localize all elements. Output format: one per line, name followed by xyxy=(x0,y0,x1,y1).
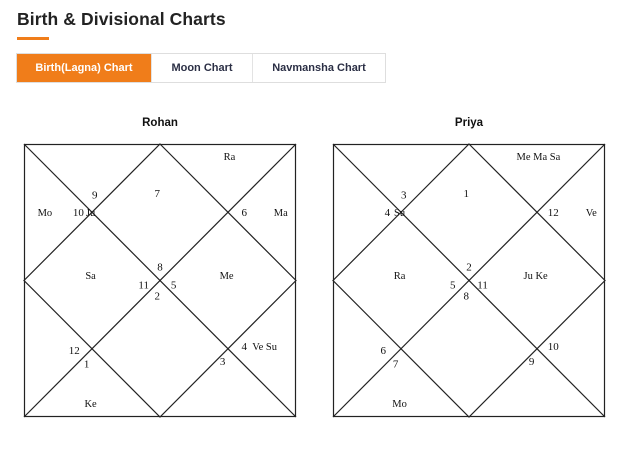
chart-lines xyxy=(24,144,296,417)
house-3-sign-number: 6 xyxy=(241,207,248,220)
house-4-sign-number: 11 xyxy=(477,279,488,292)
tab-birth-lagna-chart[interactable]: Birth(Lagna) Chart xyxy=(17,54,152,82)
tab-moon-chart[interactable]: Moon Chart xyxy=(152,54,253,82)
house-6-sign-number: 3 xyxy=(219,355,226,368)
house-3-planets: Ma xyxy=(273,208,288,220)
house-7-sign-number: 8 xyxy=(463,290,470,303)
tab-navmansha-chart[interactable]: Navmansha Chart xyxy=(253,54,385,82)
house-10-sign-number: 5 xyxy=(449,279,456,292)
house-2-planets: Me Ma Sa xyxy=(516,152,561,164)
house-2-planets: Ra xyxy=(223,152,236,164)
house-5-planets: Ve Su xyxy=(252,341,277,353)
page-title: Birth & Divisional Charts xyxy=(17,9,226,29)
house-5-sign-number: 4 xyxy=(241,340,248,353)
house-12-sign-number: 9 xyxy=(91,189,98,202)
house-9-sign-number: 6 xyxy=(380,345,387,358)
house-1-sign-number: 8 xyxy=(157,261,163,274)
house-8-planets: Ke xyxy=(84,399,97,411)
house-2-sign-number: 7 xyxy=(154,188,161,201)
house-6-sign-number: 9 xyxy=(528,355,535,368)
chart-tabs xyxy=(16,53,386,83)
chart-name-priya: Priya xyxy=(454,117,484,129)
house-11-sign-number: 4 xyxy=(384,207,391,220)
house-4-sign-number: 5 xyxy=(170,279,177,292)
house-2-sign-number: 1 xyxy=(463,188,470,201)
house-8-planets: Mo xyxy=(392,399,407,411)
house-8-sign-number: 7 xyxy=(392,358,399,371)
house-7-sign-number: 2 xyxy=(154,290,161,303)
house-9-sign-number: 12 xyxy=(68,345,80,358)
house-4-planets: Me xyxy=(219,270,234,282)
house-12-planets: Su xyxy=(394,208,406,220)
house-12-sign-number: 3 xyxy=(400,189,407,202)
house-8-sign-number: 1 xyxy=(83,358,90,371)
house-10-sign-number: 11 xyxy=(138,279,149,292)
house-11-sign-number: 10 xyxy=(72,207,84,220)
house-4-planets: Ju Ke xyxy=(523,270,548,282)
house-1-sign-number: 2 xyxy=(466,261,472,274)
title-underline xyxy=(17,37,49,40)
house-10-planets: Sa xyxy=(85,270,96,282)
chart-name-rohan: Rohan xyxy=(142,117,178,129)
kundli-chart-rohan xyxy=(24,144,296,417)
kundli-chart-priya xyxy=(333,144,605,417)
house-5-sign-number: 10 xyxy=(547,340,559,353)
house-12-planets: Ju xyxy=(85,208,96,220)
house-11-planets: Mo xyxy=(37,208,53,220)
house-10-planets: Ra xyxy=(393,270,406,282)
house-3-sign-number: 12 xyxy=(547,207,559,220)
chart-lines xyxy=(333,144,605,417)
house-3-planets: Ve xyxy=(585,208,597,220)
